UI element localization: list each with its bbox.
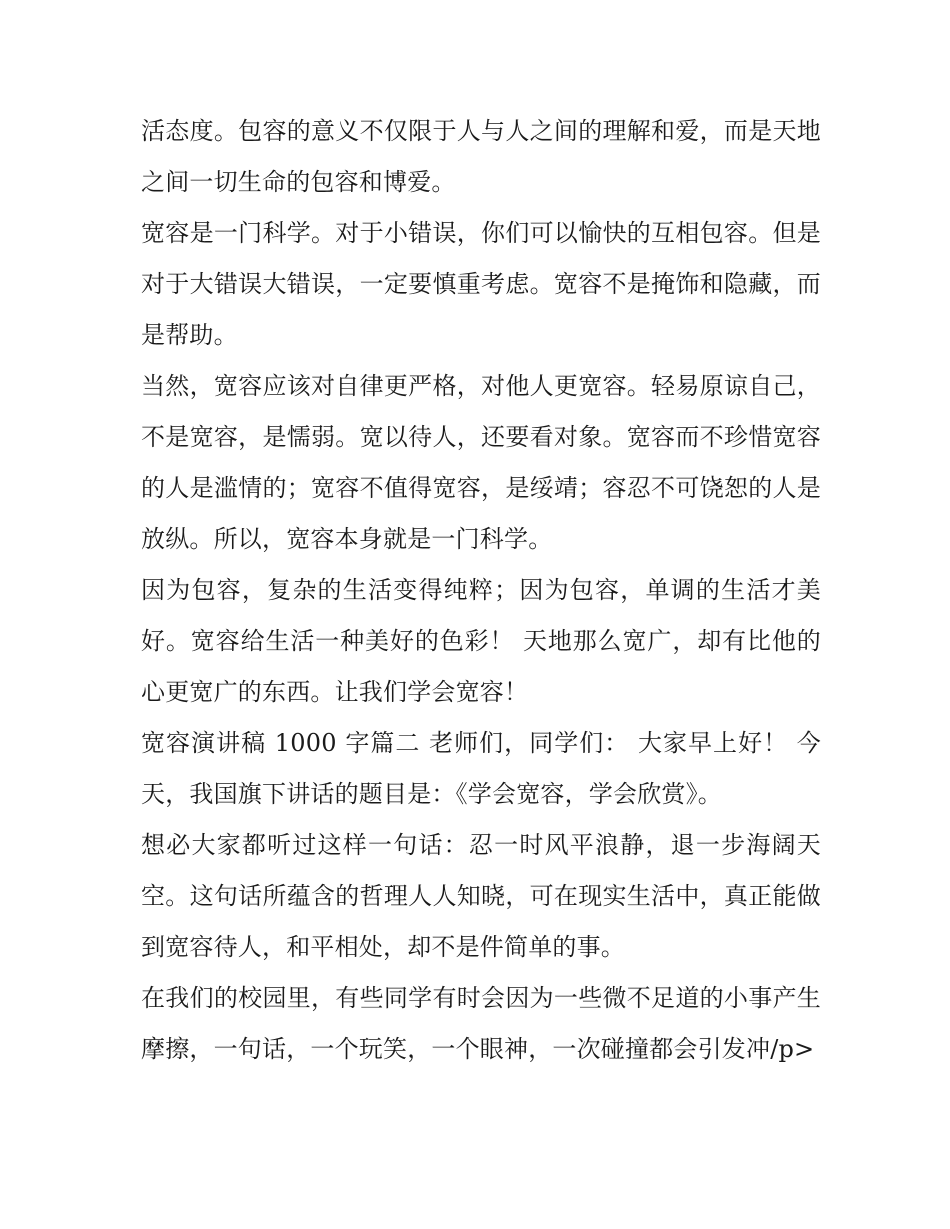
paragraph-5: 宽容演讲稿 1000 字篇二 老师们，同学们： 大家早上好！ 今天，我国旗下讲话的题目是：《学会宽容，学会欣赏》。: [141, 729, 821, 808]
paragraph-1: 活态度。包容的意义不仅限于人与人之间的理解和爱，而是天地之间一切生命的包容和博爱。: [141, 117, 821, 196]
paragraph-4: 因为包容，复杂的生活变得纯粹；因为包容，单调的生活才美好。宽容给生活一种美好的色彩！ 天地那么宽广，却有比他的心更宽广的东西。让我们学会宽容！: [141, 576, 821, 706]
paragraph-2: 宽容是一门科学。对于小错误，你们可以愉快的互相包容。但是对于大错误大错误，一定要慎重考虑。宽容不是掩饰和隐藏，而是帮助。: [141, 219, 821, 349]
paragraph-7: 在我们的校园里，有些同学有时会因为一些微不足道的小事产生摩擦，一句话，一个玩笑，一个眼神，一次碰撞都会引发冲/p>: [141, 984, 821, 1063]
document-body: [141, 106, 821, 1075]
paragraph-6: 想必大家都听过这样一句话：忍一时风平浪静，退一步海阔天空。这句话所蕴含的哲理人人知晓，可在现实生活中，真正能做到宽容待人，和平相处，却不是件简单的事。: [141, 831, 821, 961]
paragraph-3: 当然，宽容应该对自律更严格，对他人更宽容。轻易原谅自己，不是宽容，是懦弱。宽以待人，还要看对象。宽容而不珍惜宽容的人是滥情的；宽容不值得宽容，是绥靖；容忍不可饶恕的人是放纵。所以，宽容本身就是一门科学。: [141, 372, 821, 553]
